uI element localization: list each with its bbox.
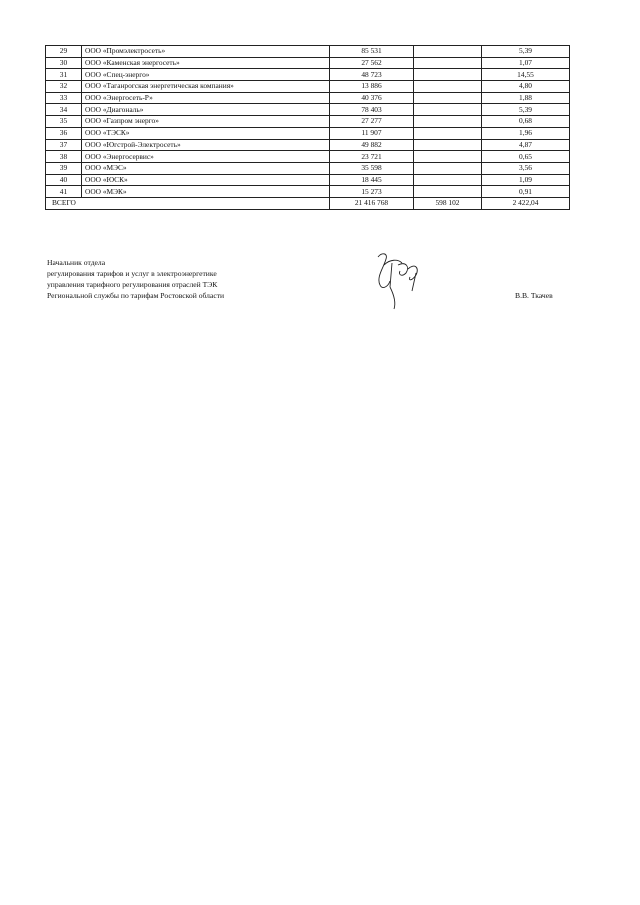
- row-number: 37: [46, 139, 82, 151]
- row-number: 40: [46, 174, 82, 186]
- row-number: 34: [46, 104, 82, 116]
- volume-value: 18 445: [330, 174, 414, 186]
- extra-value: [414, 57, 482, 69]
- rate-value: 1,07: [482, 57, 570, 69]
- row-number: 36: [46, 127, 82, 139]
- organization-name: ООО «Промэлектросеть»: [82, 46, 330, 58]
- organization-name: ООО «Энергосеть-Р»: [82, 92, 330, 104]
- table-row: [46, 46, 570, 58]
- rate-value: 3,56: [482, 162, 570, 174]
- volume-value: 27 277: [330, 116, 414, 128]
- volume-value: 15 273: [330, 186, 414, 198]
- position-line-4: Региональной службы по тарифам Ростовской области: [47, 291, 225, 300]
- position-line-1: Начальник отдела: [47, 258, 106, 267]
- row-number: 33: [46, 92, 82, 104]
- total-label: ВСЕГО: [46, 197, 330, 209]
- volume-value: 40 376: [330, 92, 414, 104]
- rate-value: 14,55: [482, 69, 570, 81]
- table-row: [46, 57, 570, 69]
- row-number: 38: [46, 151, 82, 163]
- volume-value: 49 882: [330, 139, 414, 151]
- total-extra: 598 102: [414, 197, 482, 209]
- table-row: [46, 174, 570, 186]
- extra-value: [414, 92, 482, 104]
- extra-value: [414, 81, 482, 93]
- table-row: [46, 81, 570, 93]
- volume-value: 13 886: [330, 81, 414, 93]
- volume-value: 27 562: [330, 57, 414, 69]
- row-number: 41: [46, 186, 82, 198]
- organization-name: ООО «Энергосервис»: [82, 151, 330, 163]
- organization-name: ООО «Спец-энерго»: [82, 69, 330, 81]
- rate-value: 4,80: [482, 81, 570, 93]
- organization-name: ООО «МЭК»: [82, 186, 330, 198]
- organization-name: ООО «Диагональ»: [82, 104, 330, 116]
- organization-name: ООО «МЭС»: [82, 162, 330, 174]
- volume-value: 85 531: [330, 46, 414, 58]
- extra-value: [414, 69, 482, 81]
- row-number: 39: [46, 162, 82, 174]
- row-number: 29: [46, 46, 82, 58]
- table-body: [46, 46, 570, 210]
- table-row: [46, 92, 570, 104]
- extra-value: [414, 104, 482, 116]
- table-row: [46, 186, 570, 198]
- organization-name: ООО «Таганрогская энергетическая компания»: [82, 81, 330, 93]
- handwritten-signature: [368, 247, 430, 311]
- extra-value: [414, 186, 482, 198]
- organization-name: ООО «ТЭСК»: [82, 127, 330, 139]
- organization-name: ООО «ЮСК»: [82, 174, 330, 186]
- volume-value: 78 403: [330, 104, 414, 116]
- volume-value: 48 723: [330, 69, 414, 81]
- rate-value: 0,91: [482, 186, 570, 198]
- table-row: [46, 127, 570, 139]
- table-row: [46, 162, 570, 174]
- rate-value: 5,39: [482, 104, 570, 116]
- rate-value: 1,96: [482, 127, 570, 139]
- extra-value: [414, 127, 482, 139]
- row-number: 32: [46, 81, 82, 93]
- rate-value: 1,88: [482, 92, 570, 104]
- position-line-3: управления тарифного регулирования отраслей ТЭК: [47, 280, 218, 289]
- total-volume: 21 416 768: [330, 197, 414, 209]
- position-line-2: регулирования тарифов и услуг в электроэнергетике: [47, 269, 217, 278]
- extra-value: [414, 116, 482, 128]
- extra-value: [414, 174, 482, 186]
- extra-value: [414, 139, 482, 151]
- organization-name: ООО «Каменская энергосеть»: [82, 57, 330, 69]
- extra-value: [414, 162, 482, 174]
- signer-name: В.В. Ткачев: [515, 291, 553, 300]
- organization-name: ООО «Газпром энерго»: [82, 116, 330, 128]
- organization-name: ООО «Югстрой-Электросеть»: [82, 139, 330, 151]
- table-row: [46, 69, 570, 81]
- table-row: [46, 104, 570, 116]
- total-value: 2 422,04: [482, 197, 570, 209]
- row-number: 35: [46, 116, 82, 128]
- table-row: [46, 151, 570, 163]
- table-row: [46, 139, 570, 151]
- row-number: 30: [46, 57, 82, 69]
- rate-value: 4,87: [482, 139, 570, 151]
- rate-value: 5,39: [482, 46, 570, 58]
- extra-value: [414, 46, 482, 58]
- volume-value: 11 907: [330, 127, 414, 139]
- total-row: [46, 197, 570, 209]
- row-number: 31: [46, 69, 82, 81]
- tariff-table: [45, 45, 570, 210]
- rate-value: 1,09: [482, 174, 570, 186]
- rate-value: 0,68: [482, 116, 570, 128]
- extra-value: [414, 151, 482, 163]
- volume-value: 23 721: [330, 151, 414, 163]
- table-row: [46, 116, 570, 128]
- rate-value: 0,65: [482, 151, 570, 163]
- signature-block: [47, 257, 317, 301]
- volume-value: 35 598: [330, 162, 414, 174]
